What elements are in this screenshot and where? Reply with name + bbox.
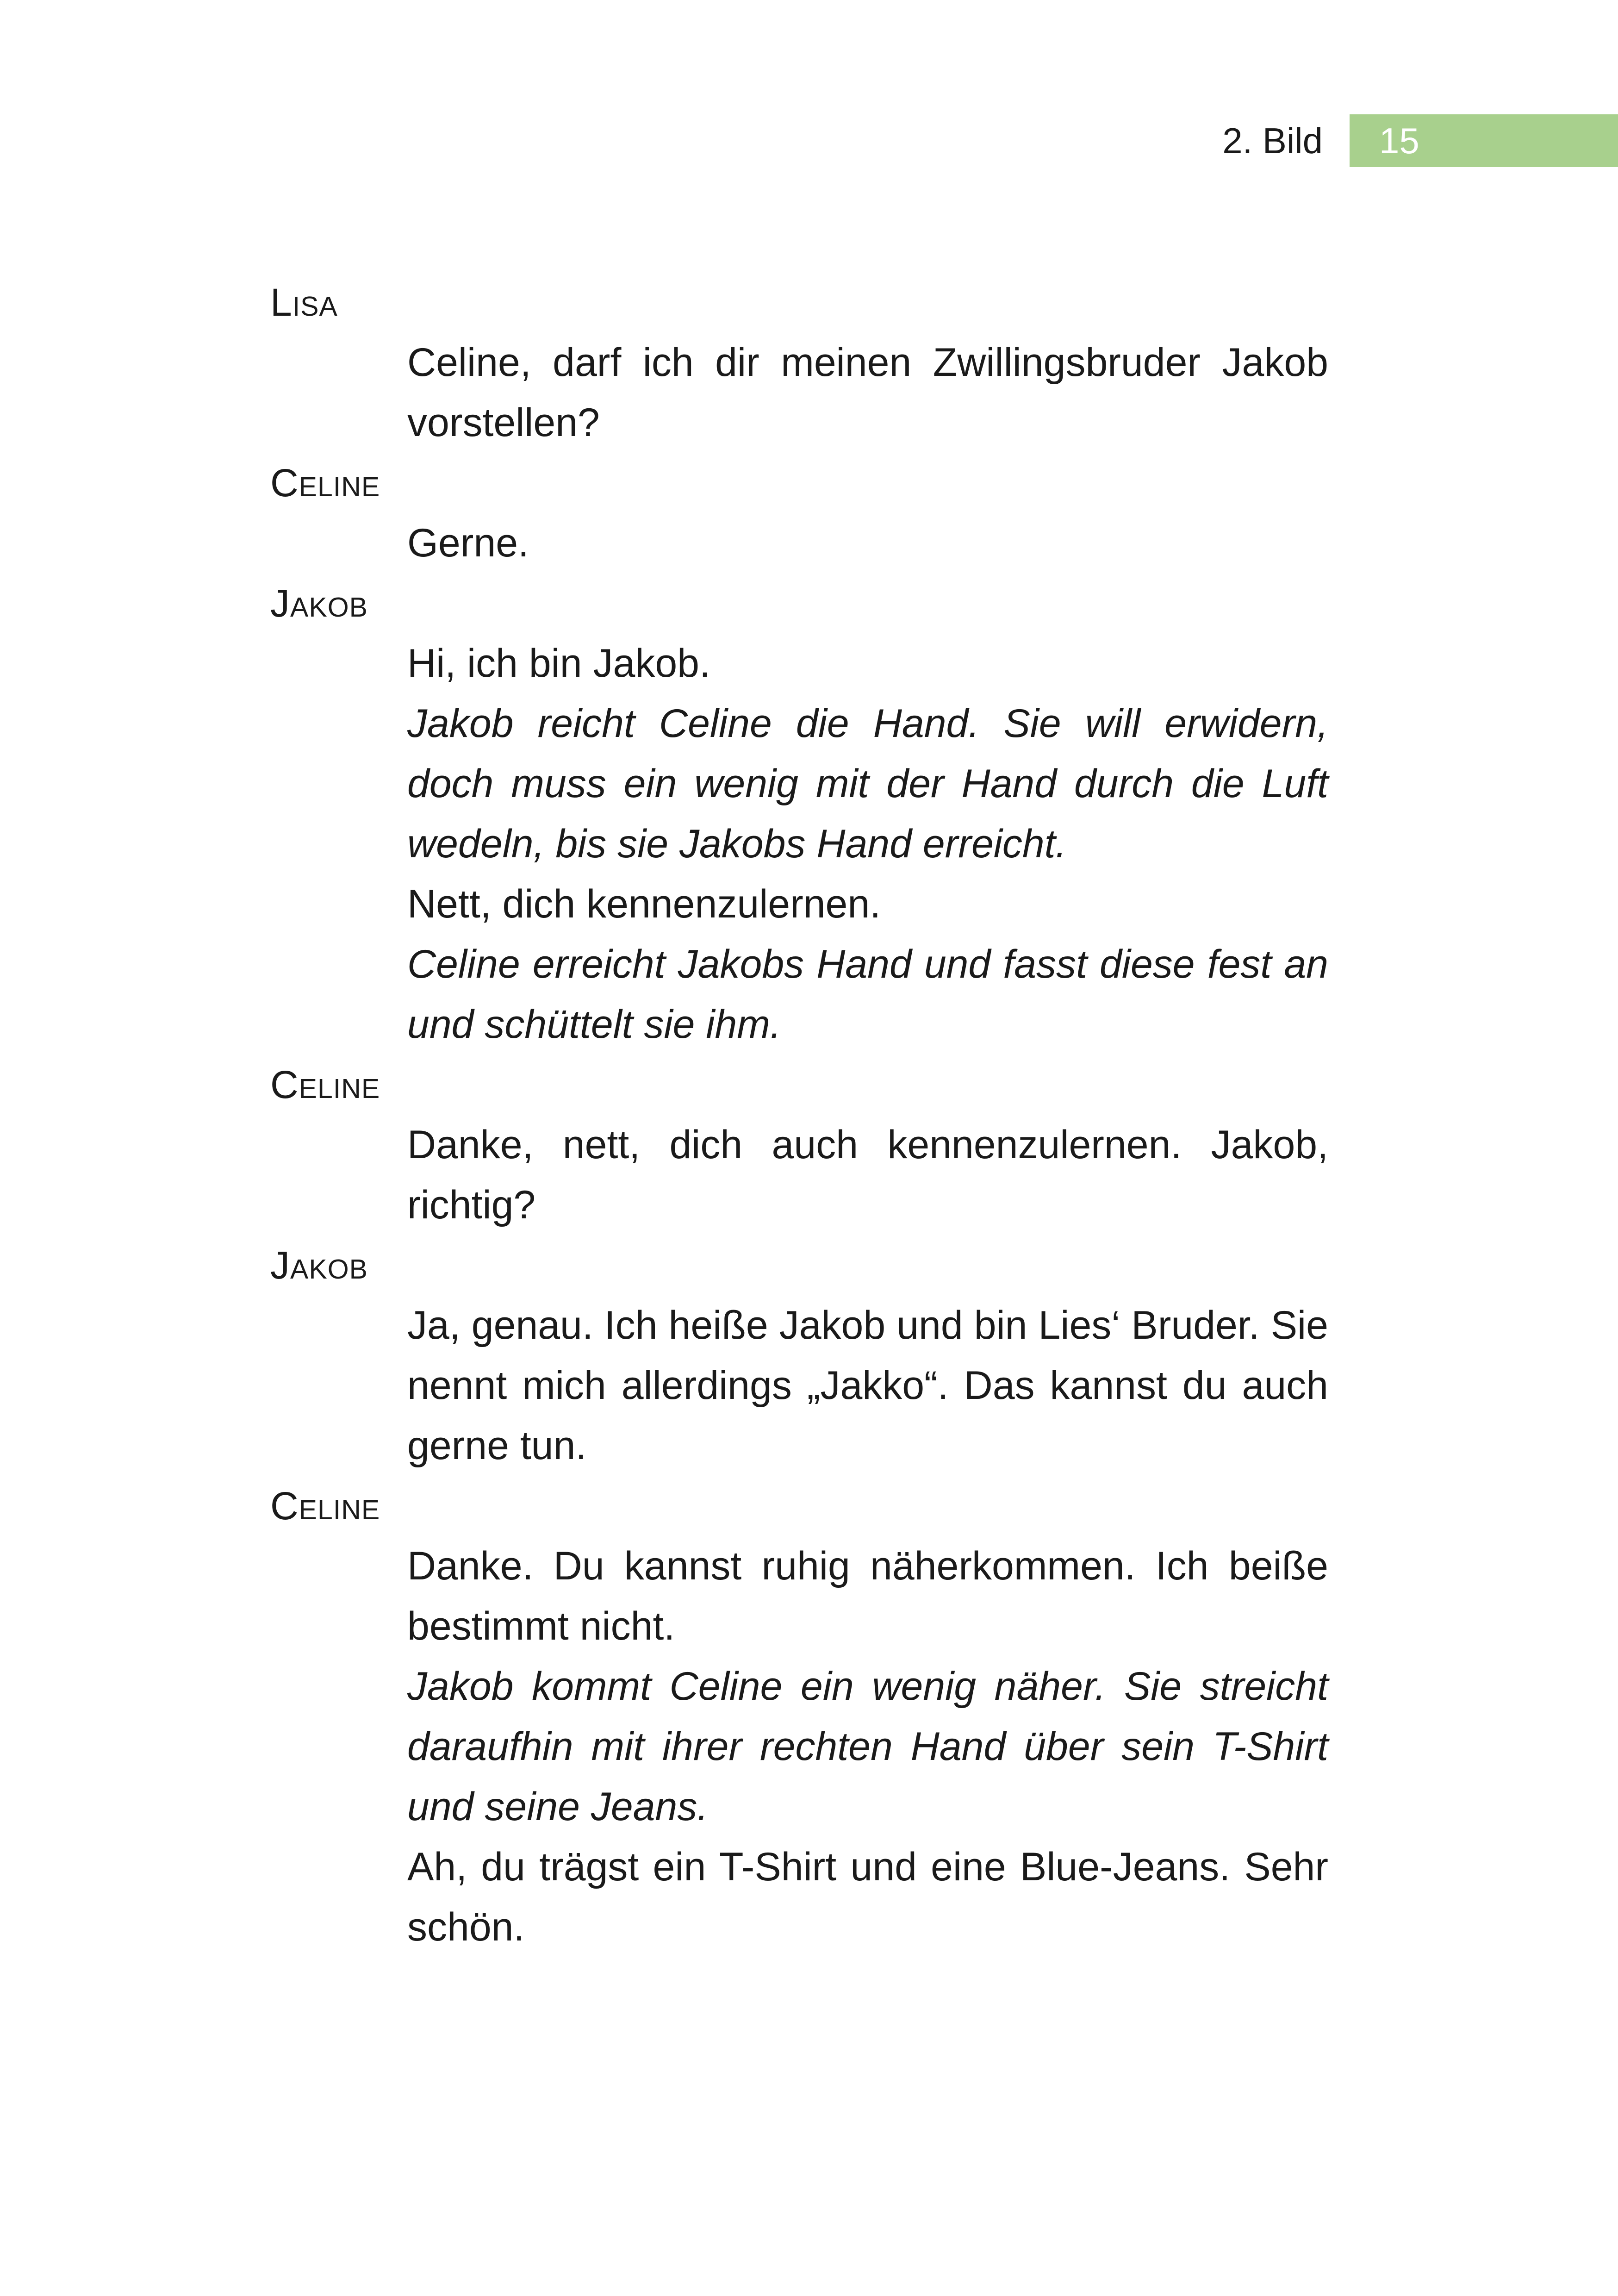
speaker-name: Celine — [270, 1063, 380, 1106]
speaker-name: Jakob — [270, 581, 368, 625]
dialogue-block — [270, 573, 1328, 1054]
speech-line: Gerne. — [407, 521, 529, 565]
chapter-label: 2. Bild — [1222, 120, 1323, 161]
speech-line: Ja, genau. Ich heiße Jakob und bin Lies‘ Bruder. Sie nennt mich allerdings „Jakko“. Das kannst du auch gerne tun. — [407, 1303, 1328, 1468]
dialogue-block — [270, 272, 1328, 453]
speech-line: Nett, dich kennenzulernen. — [407, 882, 881, 926]
page-header — [1222, 113, 1618, 168]
speech-line: Hi, ich bin Jakob. — [407, 641, 710, 686]
page-number: 15 — [1350, 114, 1618, 167]
stage-direction: Jakob reicht Celine die Hand. Sie will erwidern, doch muss ein wenig mit der Hand durch die Luft wedeln, bis sie Jakobs Hand erreicht. — [407, 701, 1328, 866]
speaker-name: Celine — [270, 461, 380, 505]
speaker-name: Jakob — [270, 1243, 368, 1287]
dialogue-block — [270, 1476, 1328, 1957]
dialogue-block — [270, 453, 1328, 573]
dialogue-block — [270, 1054, 1328, 1235]
speech-line: Ah, du trägst ein T-Shirt und eine Blue-Jeans. Sehr schön. — [407, 1845, 1328, 1949]
stage-direction: Celine erreicht Jakobs Hand und fasst diese fest an und schüttelt sie ihm. — [407, 942, 1328, 1047]
speaker-name: Lisa — [270, 281, 338, 324]
speech-line: Celine, darf ich dir meinen Zwillingsbruder Jakob vorstellen? — [407, 340, 1328, 445]
speech-line: Danke. Du kannst ruhig näherkommen. Ich beiße bestimmt nicht. — [407, 1544, 1328, 1648]
speaker-name: Celine — [270, 1484, 380, 1528]
script-body — [270, 272, 1328, 1957]
speech-line: Danke, nett, dich auch kennenzulernen. Jakob, richtig? — [407, 1123, 1328, 1227]
dialogue-block — [270, 1235, 1328, 1476]
stage-direction: Jakob kommt Celine ein wenig näher. Sie streicht daraufhin mit ihrer rechten Hand über sein T-Shirt und seine Jeans. — [407, 1664, 1328, 1829]
